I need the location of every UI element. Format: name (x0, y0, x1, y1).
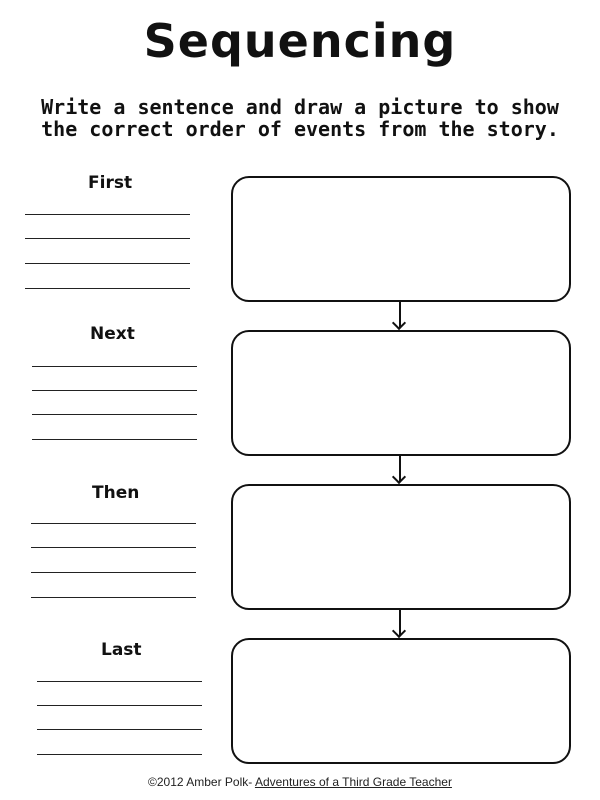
writing-line[interactable] (31, 572, 196, 573)
writing-line[interactable] (25, 238, 190, 239)
writing-line[interactable] (31, 547, 196, 548)
picture-box-first[interactable] (231, 176, 571, 302)
section-label-then: Then (92, 483, 140, 503)
writing-line[interactable] (32, 366, 197, 367)
section-label-first: First (88, 173, 133, 193)
writing-line[interactable] (25, 263, 190, 264)
footer (0, 775, 600, 789)
author-link[interactable]: Adventures of a Third Grade Teacher (254, 775, 452, 789)
picture-box-next[interactable] (231, 330, 571, 456)
picture-box-then[interactable] (231, 484, 571, 610)
down-arrow-icon (392, 456, 408, 484)
writing-line[interactable] (31, 597, 196, 598)
writing-line[interactable] (32, 439, 197, 440)
writing-line[interactable] (37, 705, 202, 706)
writing-line[interactable] (32, 390, 197, 391)
picture-box-last[interactable] (231, 638, 571, 764)
section-label-last: Last (101, 640, 142, 660)
writing-line[interactable] (31, 523, 196, 524)
down-arrow-icon (392, 610, 408, 638)
writing-line[interactable] (37, 754, 202, 755)
copyright-text: ©2012 Amber Polk- (148, 775, 255, 789)
writing-line[interactable] (37, 729, 202, 730)
page-title: Sequencing (143, 14, 457, 68)
writing-line[interactable] (25, 214, 190, 215)
instructions-text: Write a sentence and draw a picture to show the correct order of events from the story. (41, 95, 559, 141)
writing-line[interactable] (32, 414, 197, 415)
writing-line[interactable] (37, 681, 202, 682)
section-label-next: Next (90, 324, 135, 344)
writing-line[interactable] (25, 288, 190, 289)
down-arrow-icon (392, 302, 408, 330)
